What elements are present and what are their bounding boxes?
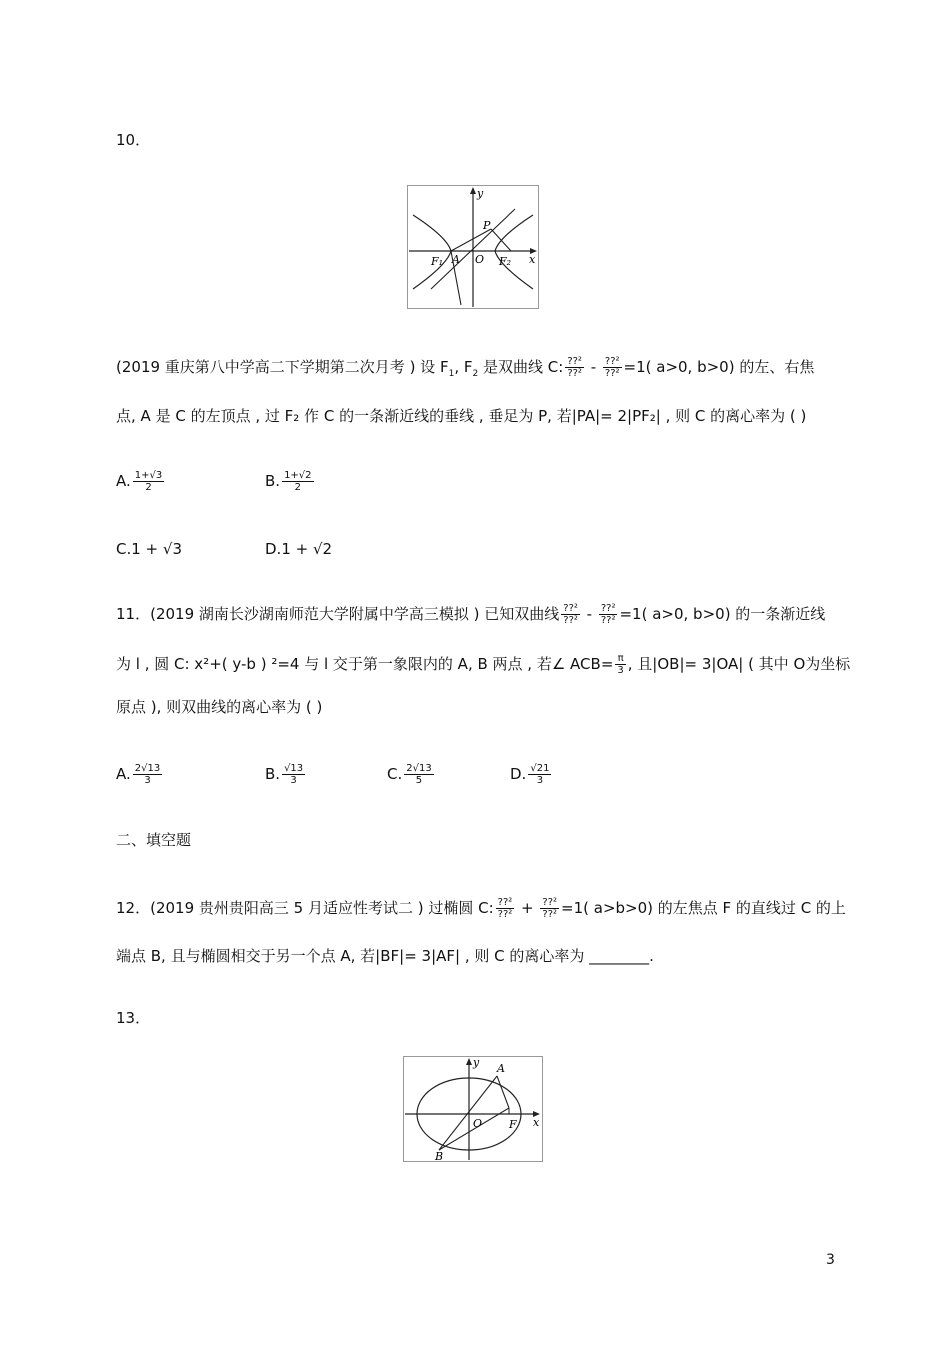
- fig-label-y: y: [477, 187, 484, 200]
- section-heading: 二、填空题: [116, 831, 192, 849]
- q11-fraction-1: $\frac{\text{??²}}{\text{??²}}$: [563, 603, 578, 626]
- fig-label-y: y: [473, 1056, 480, 1069]
- q12-fraction-1: $\frac{\text{??²}}{\text{??²}}$: [497, 897, 513, 920]
- q10-option-a: A. $\frac{1+√3}{2}$: [116, 470, 163, 493]
- q11-angle-fraction: $\frac{\pi}{3}$: [617, 653, 624, 676]
- page-number: 3: [826, 1252, 835, 1268]
- q11-option-c: C. $\frac{2√13}{5}$: [387, 763, 432, 786]
- fig-label-o: O: [475, 253, 485, 266]
- q13-number: 13．: [116, 1009, 151, 1027]
- q11-line2: 为 l , 圆 C: x²+( y-b ) ²=4 与 l 交于第一象限内的 A, B 两点 , 若∠ ACB= $\frac{\pi}{3}$ , 且|OB|= 3|OA| ( 其中 O为坐标: [116, 653, 851, 676]
- q10-fraction-2: $\frac{\text{??²}}{\text{??²}}$: [604, 356, 620, 379]
- q10-number: 10．: [116, 131, 151, 149]
- q11-line1: 11．(2019 湖南长沙湖南师范大学附属中学高三模拟 ) 已知双曲线 $\frac{\text{??²}}{\text{??²}}$ - $\frac{\text{??²}}{\text{??²}}$ =1( a>0, b>0) 的一条渐近线: [116, 603, 826, 626]
- q11-option-b: B. $\frac{√13}{3}$: [265, 763, 304, 786]
- q12-line2: 端点 B, 且与椭圆相交于另一个点 A, 若|BF|= 3|AF| , 则 C 的离心率为 ________.: [116, 947, 654, 965]
- fig-label-p: P: [483, 219, 491, 232]
- q11-option-a: A. $\frac{2√13}{3}$: [116, 763, 161, 786]
- q10-line2: 点, A 是 C 的左顶点 , 过 F₂ 作 C 的一条渐近线的垂线 , 垂足为 P, 若|PA|= 2|PF₂| , 则 C 的离心率为 ( ): [116, 407, 807, 425]
- q10-option-c: C.1 + √3: [116, 540, 182, 558]
- fig-label-x: x: [533, 1116, 540, 1129]
- fig-label-x: x: [529, 253, 536, 266]
- fig-label-f1: F₁: [431, 255, 444, 268]
- q10-hyperbola-figure: [407, 185, 539, 309]
- q11-line3: 原点 ), 则双曲线的离心率为 ( ): [116, 698, 323, 716]
- q11-option-d: D. $\frac{√21}{3}$: [510, 763, 550, 786]
- q10-option-b: B. $\frac{1+√2}{2}$: [265, 470, 312, 493]
- q11-fraction-2: $\frac{\text{??²}}{\text{??²}}$: [600, 603, 616, 626]
- q10-fraction-1: $\frac{\text{??²}}{\text{??²}}$: [567, 356, 582, 379]
- q12-fraction-2: $\frac{\text{??²}}{\text{??²}}$: [542, 897, 558, 920]
- fig-label-f: F: [509, 1118, 517, 1131]
- q10-option-d: D.1 + √2: [265, 540, 333, 558]
- fig-label-f2: F₂: [499, 255, 512, 268]
- q12-line1: 12．(2019 贵州贵阳高三 5 月适应性考试二 ) 过椭圆 C: $\frac{\text{??²}}{\text{??²}}$ + $\frac{\text{??²}}{\text{??²}}$ =1( a>b>0) 的左焦点 F 的直线过 C 的上: [116, 897, 846, 920]
- fig-label-a: A: [452, 253, 460, 266]
- fig-label-b: B: [435, 1150, 444, 1162]
- fig-label-a: A: [497, 1062, 505, 1075]
- fig-label-o: O: [473, 1117, 483, 1130]
- q10-line1: (2019 重庆第八中学高二下学期第二次月考 ) 设 $F_1$, $F_2$ 是双曲线 C: $\frac{\text{??²}}{\text{??²}}$ - $\frac{\text{??²}}{\text{??²}}$ =1( a>0, b>0) 的左、右焦: [116, 356, 815, 379]
- q13-ellipse-figure: [403, 1056, 543, 1162]
